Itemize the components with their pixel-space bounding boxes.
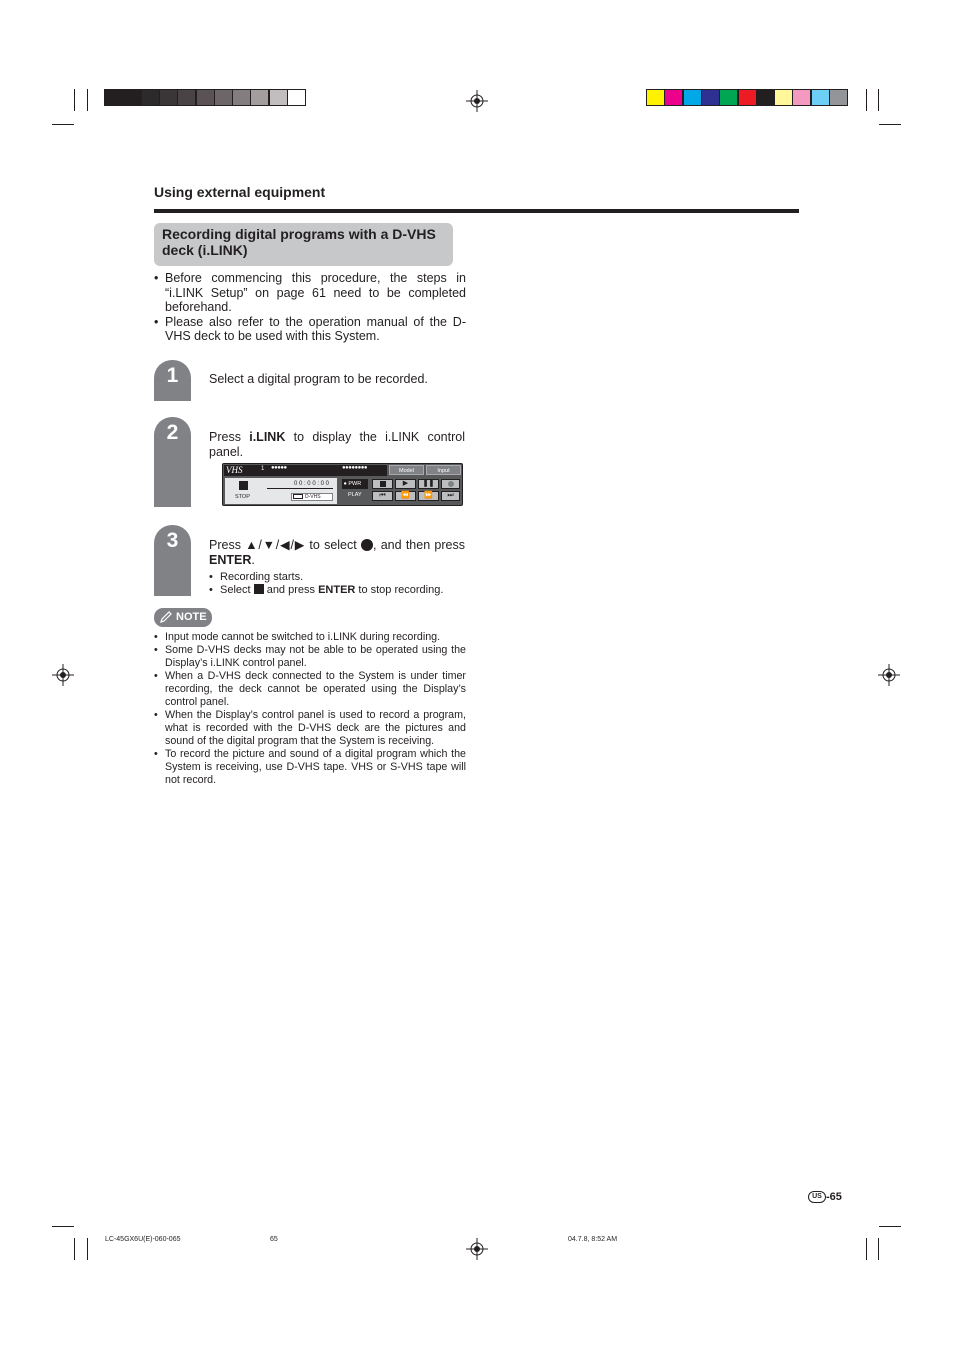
skip-back-icon: ⏮	[379, 492, 386, 499]
list-item: • To record the picture and sound of a digital program which the System is receiving, use D-VHS tape. VHS or S-VHS tape will not record.	[154, 748, 466, 787]
color-swatch	[701, 89, 720, 106]
pause-button[interactable]	[418, 479, 439, 489]
intro-bullet-list	[154, 271, 466, 344]
color-swatch	[811, 89, 830, 106]
fast-forward-icon: ⏩	[424, 492, 433, 499]
page-number	[808, 1191, 842, 1203]
region-badge: US	[808, 1191, 826, 1203]
stop-square-icon	[254, 584, 264, 594]
rewind-icon: ⏪	[401, 492, 410, 499]
heading-box	[154, 223, 453, 266]
key-label: ENTER	[318, 584, 356, 596]
panel-display	[225, 478, 337, 504]
crop-mark	[52, 124, 74, 125]
crop-mark	[87, 89, 88, 111]
step-number: 2	[166, 421, 179, 444]
status-dots: ●●●●●●●●	[342, 465, 367, 471]
color-swatch	[122, 89, 141, 106]
color-swatch	[829, 89, 848, 106]
step-2-tab	[154, 417, 191, 507]
play-label: PLAY	[348, 492, 362, 498]
status-dots: ●●●●●	[271, 465, 287, 471]
crop-mark	[879, 1226, 901, 1227]
step-text-mid: , and then press	[372, 538, 465, 552]
model-button[interactable]: Model	[389, 465, 424, 475]
pencil-icon	[159, 610, 173, 624]
registration-mark-icon	[466, 90, 488, 112]
step-3-sub-bullets	[209, 571, 467, 597]
color-swatch	[664, 89, 683, 106]
pause-icon: ❚❚	[422, 480, 435, 487]
key-label: ENTER	[209, 552, 252, 567]
time-counter: 0 0 : 0 0 : 0 0	[267, 480, 333, 489]
step-number: 1	[166, 364, 179, 387]
color-swatch	[756, 89, 775, 106]
color-swatch	[269, 89, 288, 106]
sub-text-suffix: to stop recording.	[355, 584, 444, 596]
step-text-prefix: Press ▲/▼/◀/▶ to select	[209, 538, 361, 552]
list-item: • When a D-VHS deck connected to the System is under timer recording, the deck cannot be operated using the Display’s control panel.	[154, 670, 466, 709]
play-button[interactable]	[395, 479, 416, 489]
step-text-suffix: .	[251, 552, 255, 567]
stop-button[interactable]	[372, 479, 393, 489]
crop-mark	[878, 1238, 879, 1260]
vhs-logo: VHS	[226, 465, 243, 475]
note-label: NOTE	[176, 611, 207, 623]
record-circle-icon	[361, 539, 373, 551]
color-swatch	[232, 89, 251, 106]
crop-mark	[87, 1238, 88, 1260]
step-3-tab	[154, 525, 191, 596]
registration-mark-icon	[466, 1238, 488, 1260]
tape-type	[291, 493, 333, 501]
rewind-button[interactable]	[395, 491, 416, 501]
note-badge	[154, 608, 212, 627]
list-item: • When the Display’s control panel is used to record a program, what is recorded with the D-VHS deck are the pictures and sound of the digital program that the System is receiving.	[154, 709, 466, 748]
crop-mark	[879, 124, 901, 125]
pwr-indicator: ● PWR	[342, 479, 368, 489]
tape-label: D-VHS	[305, 494, 321, 500]
list-item: • Input mode cannot be switched to i.LINK during recording.	[154, 631, 466, 644]
skip-forward-button[interactable]	[441, 491, 460, 501]
heading-text: Recording digital programs with a D-VHS deck (i.LINK)	[162, 226, 436, 258]
stop-icon	[380, 481, 386, 487]
color-swatch	[774, 89, 793, 106]
panel-title-bar	[224, 465, 387, 476]
panel-controls	[339, 478, 461, 504]
color-swatch	[177, 89, 196, 106]
skip-forward-icon: ⏭	[447, 492, 454, 499]
list-item: • Please also refer to the operation manual of the D-VHS deck to be used with this System.	[154, 315, 466, 344]
status-label: STOP	[235, 494, 250, 500]
registration-mark-icon	[878, 664, 900, 686]
crop-mark	[878, 89, 879, 111]
step-1-text: Select a digital program to be recorded.	[209, 372, 428, 386]
list-item: • Before commencing this procedure, the steps in “i.LINK Setup” on page 61 need to be completed beforehand.	[154, 271, 466, 315]
crop-mark	[866, 1238, 867, 1260]
stop-indicator-icon	[239, 481, 248, 490]
color-swatch	[738, 89, 757, 106]
record-button[interactable]	[441, 479, 460, 489]
footer-file: LC-45GX6U(E)-060-065	[105, 1236, 181, 1243]
step-number: 3	[166, 529, 179, 552]
key-label: i.LINK	[249, 430, 286, 444]
list-item: • Some D-VHS decks may not be able to be operated using the Display’s i.LINK control panel.	[154, 644, 466, 670]
step-2-text	[209, 430, 465, 459]
channel-number: 1	[261, 466, 265, 472]
sub-text-prefix: Select	[220, 584, 254, 596]
color-swatch	[196, 89, 215, 106]
color-swatch	[104, 89, 123, 106]
crop-mark	[866, 89, 867, 111]
play-icon: ▶	[402, 480, 409, 487]
step-1-tab	[154, 360, 191, 401]
cassette-icon	[293, 494, 303, 499]
color-swatch	[683, 89, 702, 106]
page-number-text: -65	[826, 1191, 842, 1203]
record-icon	[448, 481, 454, 487]
notes-list	[154, 631, 466, 787]
color-swatch	[250, 89, 269, 106]
pwr-label: PWR	[348, 481, 362, 487]
list-item	[209, 584, 467, 597]
step-text-prefix: Press	[209, 430, 250, 444]
step-text-suffix: to display the i.LINK control panel.	[209, 430, 465, 459]
crop-mark	[74, 1238, 75, 1260]
list-item: • Recording starts.	[209, 571, 467, 584]
color-swatch	[214, 89, 233, 106]
skip-back-button[interactable]	[372, 491, 393, 501]
section-title: Using external equipment	[154, 184, 326, 200]
color-swatch	[719, 89, 738, 106]
color-swatch	[141, 89, 160, 106]
fast-forward-button[interactable]	[418, 491, 439, 501]
footer-page: 65	[270, 1236, 278, 1243]
section-rule	[154, 209, 799, 213]
color-swatch	[159, 89, 178, 106]
crop-mark	[52, 1226, 74, 1227]
registration-mark-icon	[52, 664, 74, 686]
ilink-control-panel	[222, 463, 463, 506]
color-swatch	[287, 89, 306, 106]
sub-text-middle: and press	[263, 584, 319, 596]
color-swatch	[792, 89, 811, 106]
input-button[interactable]: Input	[426, 465, 461, 475]
color-swatch	[646, 89, 665, 106]
step-3-text	[209, 538, 465, 567]
footer-timestamp: 04.7.8, 8:52 AM	[568, 1236, 618, 1243]
crop-mark	[74, 89, 75, 111]
